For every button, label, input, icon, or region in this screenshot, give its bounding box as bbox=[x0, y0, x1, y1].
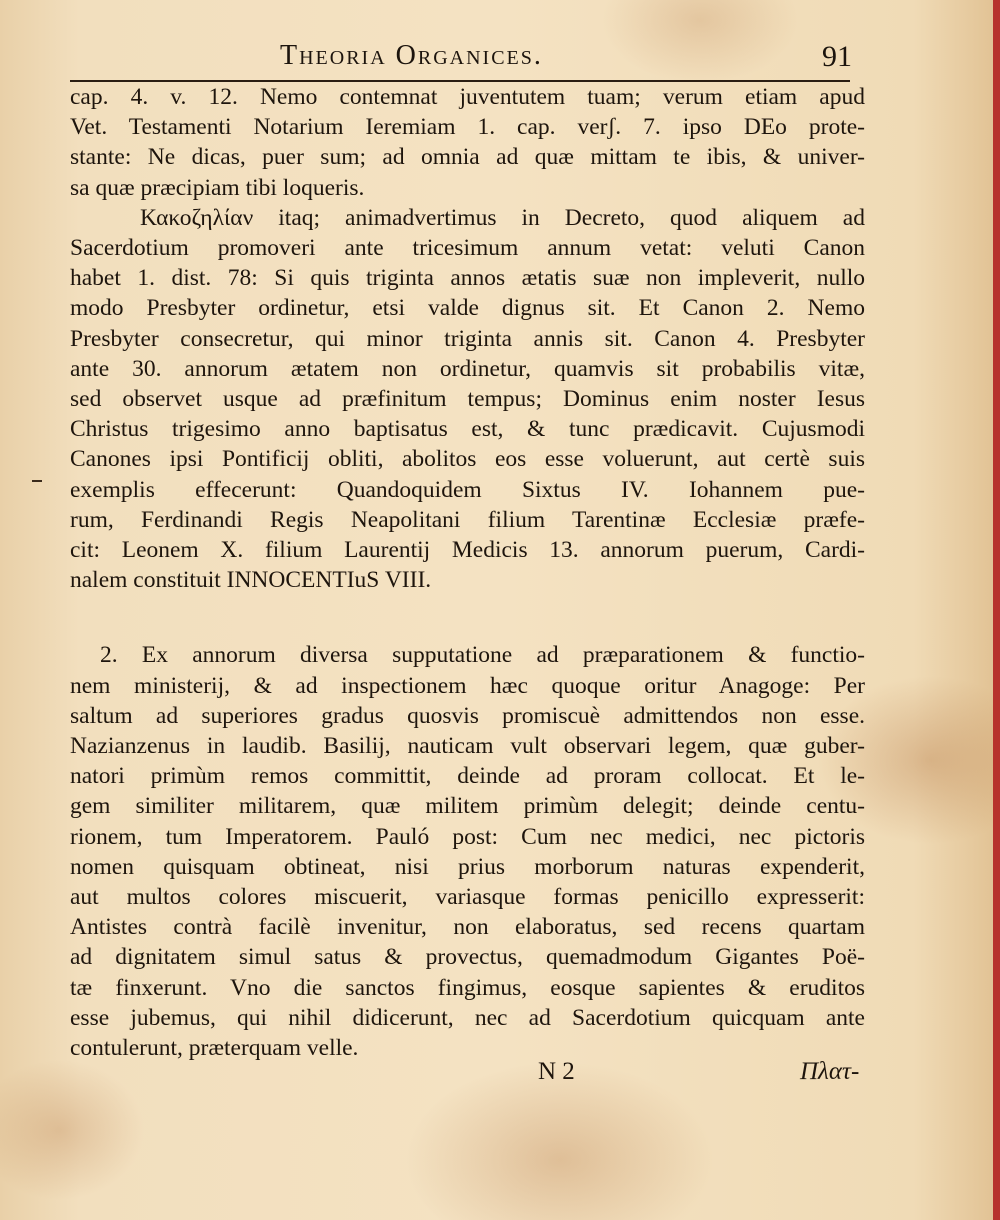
text-line: ad dignitatem simul satus & provectus, quemadmodum Gigantes Poë- bbox=[70, 944, 865, 971]
text-line: exemplis effecerunt: Quandoquidem Sixtus IV. Iohannem pue- bbox=[70, 476, 865, 503]
text-line: sed observet usque ad præfinitum tempus; Dominus enim noster Iesus bbox=[70, 386, 865, 413]
paragraph-gap bbox=[70, 595, 865, 640]
text-line: Vet. Testamenti Notarium Ieremiam 1. cap. verʃ. 7. ipso DEo prote- bbox=[70, 114, 865, 141]
text-line: nem ministerij, & ad inspectionem hæc quoque oritur Anagoge: Per bbox=[70, 672, 865, 699]
text-line: saltum ad superiores gradus quosvis promiscuè admittendos non esse. bbox=[70, 702, 865, 729]
text-line: Antistes contrà facilè invenitur, non elaboratus, sed recens quartam bbox=[70, 914, 865, 941]
text-line: cap. 4. v. 12. Nemo contemnat juventutem tuam; verum etiam apud bbox=[70, 84, 865, 110]
text-line: stante: Ne dicas, puer sum; ad omnia ad quæ mittam te ibis, & univer- bbox=[70, 144, 865, 171]
text-line: tæ finxerunt. Vno die sanctos fingimus, eosque sapientes & eruditos bbox=[70, 974, 865, 1001]
text-line: modo Presbyter ordinetur, etsi valde dignus sit. Et Canon 2. Nemo bbox=[70, 295, 865, 322]
text-line: esse jubemus, qui nihil didicerunt, nec ad Sacerdotium quicquam ante bbox=[70, 1004, 865, 1031]
text-line: sa quæ præcipiam tibi loqueris. bbox=[70, 174, 365, 201]
text-line: aut multos colores miscuerit, variasque formas penicillo expresserit: bbox=[70, 884, 865, 911]
text-line: contulerunt, præterquam velle. bbox=[70, 1035, 359, 1062]
page-number: 91 bbox=[822, 40, 852, 73]
text-line: Κακοζηλίαν itaq; animadvertimus in Decreto, quod aliquem ad bbox=[140, 204, 865, 231]
text-line: Christus trigesimo anno baptisatus est, & tunc prædicavit. Cujusmodi bbox=[70, 416, 865, 443]
paragraph-2 bbox=[70, 203, 865, 596]
text-line: rionem, tum Imperatorem. Pauló post: Cum nec medici, nec pictoris bbox=[70, 823, 865, 850]
text-line: nomen quisquam obtineat, nisi prius morborum naturas expenderit, bbox=[70, 853, 865, 880]
text-line: ante 30. annorum ætatem non ordinetur, quamvis sit probabilis vitæ, bbox=[70, 355, 865, 382]
page-header bbox=[280, 40, 860, 76]
signature-mark: N 2 bbox=[538, 1058, 575, 1085]
text-line: habet 1. dist. 78: Si quis triginta annos ætatis suæ non impleverit, nullo bbox=[70, 265, 865, 292]
text-line: 2. Ex annorum diversa supputatione ad præparationem & functio- bbox=[100, 642, 865, 669]
body-text bbox=[70, 82, 865, 1063]
text-line: Presbyter consecretur, qui minor triginta annis sit. Canon 4. Presbyter bbox=[70, 325, 865, 352]
paragraph-3 bbox=[70, 640, 865, 1063]
text-line: rum, Ferdinandi Regis Neapolitani filium Tarentinæ Ecclesiæ præfe- bbox=[70, 506, 865, 533]
text-line: cit: Leonem X. filium Laurentij Medicis 13. annorum puerum, Cardi- bbox=[70, 537, 865, 564]
catchword: Πλατ- bbox=[800, 1058, 860, 1085]
text-line: nalem constituit INNOCENTIuS VIII. bbox=[70, 567, 432, 594]
text-line: natori primùm remos committit, deinde ad proram collocat. Et le- bbox=[70, 763, 865, 790]
margin-mark bbox=[32, 480, 42, 482]
text-line: Nazianzenus in laudib. Basilij, nauticam vult observari legem, quæ guber- bbox=[70, 733, 865, 760]
text-line: Canones ipsi Pontificij obliti, abolitos eos esse voluerunt, aut certè suis bbox=[70, 446, 865, 473]
paragraph-1 bbox=[70, 82, 865, 203]
running-head: Theoria Organices. bbox=[280, 40, 543, 71]
text-line: Sacerdotium promoveri ante tricesimum annum vetat: veluti Canon bbox=[70, 235, 865, 262]
text-line: gem similiter militarem, quæ militem primùm delegit; deinde centu- bbox=[70, 793, 865, 820]
